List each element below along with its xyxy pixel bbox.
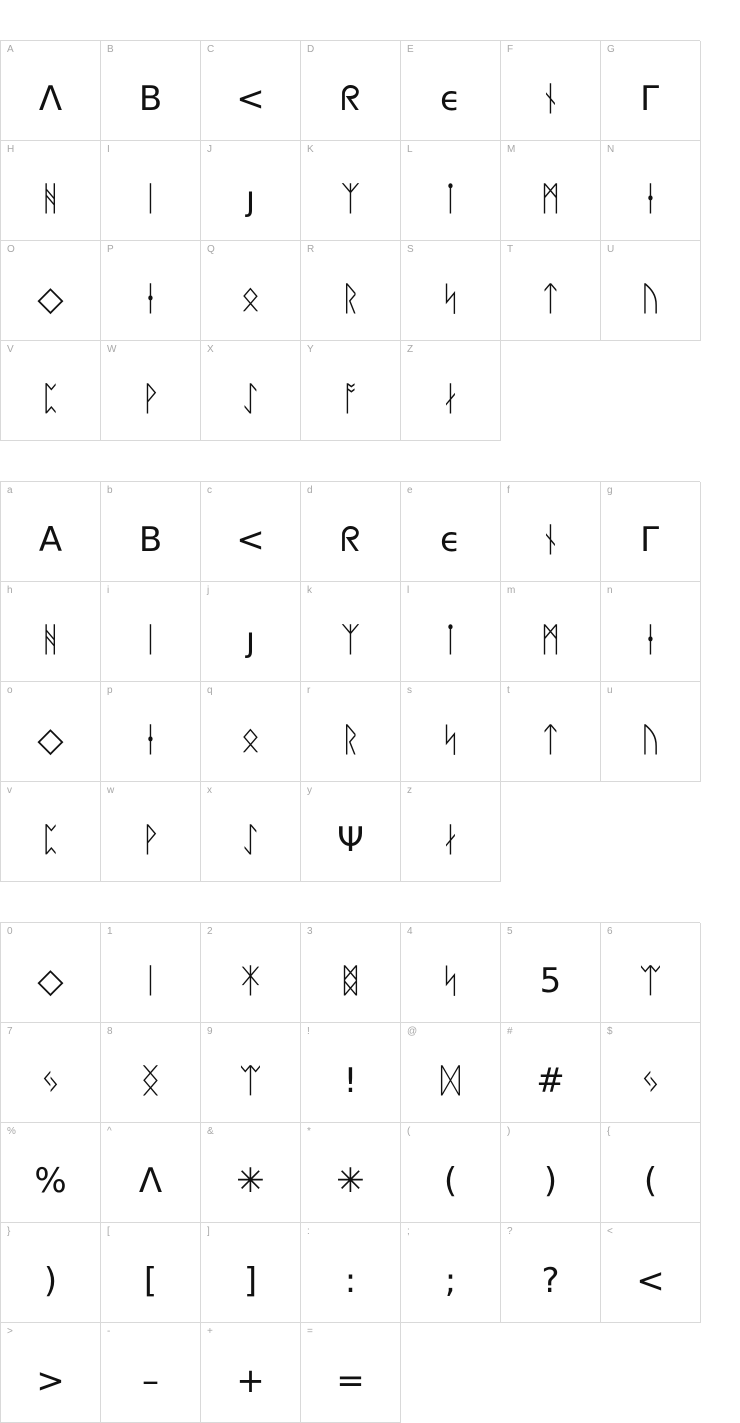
glyph-cell-label: p [107,685,113,696]
glyph-cell-label: U [607,244,615,255]
glyph-cell-label: W [107,344,117,355]
glyph-cell-label: 9 [207,1026,213,1037]
glyph-cell [101,341,201,441]
glyph-cell-character: ? [541,1261,560,1301]
glyph-cell [1,41,101,141]
glyph-cell-label: w [107,785,115,796]
glyph-cell-character: ᛂ [140,720,161,760]
glyph-cell-label: ^ [107,1126,112,1137]
glyph-cell-character: ◇ [37,961,64,1001]
glyph-cell [601,141,701,241]
glyph-cell-character: ᚻ [40,179,61,219]
glyph-cell [301,582,401,682]
glyph-cell-label: 0 [7,926,13,937]
glyph-cell [301,241,401,341]
glyph-cell-label: I [107,144,110,155]
glyph-cell-label: 7 [7,1026,13,1037]
glyph-cell-character: Г [640,520,661,560]
glyph-cell [101,582,201,682]
glyph-cell-character: ( [443,1161,458,1201]
glyph-cell [101,141,201,241]
glyph-cell [401,1123,501,1223]
glyph-cell-empty [601,341,701,441]
glyph-cell-label: 3 [307,926,313,937]
glyph-cell-label: * [307,1126,311,1137]
top-margin [0,0,740,40]
glyph-cell-label: a [7,485,13,496]
glyph-cell-label: A [7,44,14,55]
glyph-cell-character: ϵ [440,520,461,560]
glyph-cell-label: < [607,1226,613,1237]
glyph-cell-label: 4 [407,926,413,937]
glyph-cell [1,482,101,582]
glyph-cell [401,682,501,782]
glyph-cell [301,1023,401,1123]
glyph-cell [501,1023,601,1123]
glyph-cell-label: D [307,44,315,55]
glyph-cell-character: ᛡ [240,961,261,1001]
glyph-cell-label: } [7,1226,11,1237]
glyph-cell [601,1123,701,1223]
glyph-cell [501,141,601,241]
glyph-cell-character: ᛙ [440,179,461,219]
glyph-cell-label: k [307,585,312,596]
glyph-cell-label: L [407,144,413,155]
glyph-cell [601,1023,701,1123]
glyph-cell [601,1223,701,1323]
glyph-cell [401,482,501,582]
glyph-cell [1,1123,101,1223]
glyph-cell-character: [ [143,1261,158,1301]
glyph-cell [1,582,101,682]
glyph-cell-character: ✳ [336,1161,365,1201]
glyph-cell-label: X [207,344,214,355]
glyph-cell-character: ) [43,1261,58,1301]
glyph-cell [1,1323,101,1423]
glyph-cell [101,1123,201,1223]
glyph-cell-character: ᛋ [440,961,461,1001]
glyph-cell-character: 5 [539,961,562,1001]
glyph-cell [301,1223,401,1323]
glyph-cell-character: Α [38,520,63,560]
glyph-cell-character: Λ [38,79,63,119]
glyph-cell-label: E [407,44,414,55]
glyph-cell-empty [501,1323,601,1423]
glyph-cell [501,1123,601,1223]
glyph-cell [401,341,501,441]
glyph-cell-character: ᛏ [540,720,561,760]
glyph-cell-label: v [7,785,12,796]
glyph-cell [201,1223,301,1323]
glyph-cell-label: ) [507,1126,511,1137]
glyph-cell-character: ) [543,1161,558,1201]
glyph-cell-label: R [307,244,315,255]
glyph-cell-character: ᛗ [540,179,561,219]
glyph-cell-label: - [107,1326,111,1337]
glyph-cell-character: Г [640,79,661,119]
glyph-cell-label: t [507,685,510,696]
glyph-cell-label: B [107,44,114,55]
glyph-cell-character: Β [138,520,163,560]
glyph-cell-label: [ [107,1226,110,1237]
glyph-cell-character: ✳ [236,1161,265,1201]
glyph-cell-character: ȷ [245,620,256,660]
glyph-cell-label: F [507,44,514,55]
glyph-cell-label: M [507,144,516,155]
glyph-cell-label: { [607,1126,611,1137]
glyph-cell [301,1123,401,1223]
glyph-cell-character: ᛃ [40,1061,61,1101]
glyph-cell-character: Λ [138,1161,163,1201]
glyph-cell-label: ; [407,1226,410,1237]
glyph-cell-label: q [207,685,213,696]
glyph-cell-character: ᛟ [240,720,261,760]
glyph-cell-label: s [407,685,412,696]
glyph-cell-character: ᚱ [340,279,361,319]
glyph-cell-label: V [7,344,14,355]
glyph-cell-label: ? [507,1226,513,1237]
glyph-cell [301,341,401,441]
glyph-cell-label: x [207,785,212,796]
glyph-cell [101,1223,201,1323]
glyph-cell [601,582,701,682]
glyph-cell [101,1323,201,1423]
glyph-cell-label: K [307,144,314,155]
glyph-cell-label: 6 [607,926,613,937]
glyph-cell-character: ᛁ [140,179,161,219]
glyph-cell [401,141,501,241]
glyph-cell-label: > [7,1326,13,1337]
glyph-cell [601,482,701,582]
glyph-cell [301,682,401,782]
glyph-cell-character: ᛂ [140,279,161,319]
glyph-cell-character: ᚩ [340,379,361,419]
glyph-cell-label: & [207,1126,214,1137]
glyph-cell-label: + [207,1326,213,1337]
glyph-cell [1,682,101,782]
glyph-cell-label: y [307,785,312,796]
glyph-cell-label: l [407,585,410,596]
glyph-cell-character: ᛁ [140,620,161,660]
glyph-cell [601,41,701,141]
glyph-cell-character: ᚻ [40,620,61,660]
glyph-cell-label: o [7,685,13,696]
glyph-cell [201,782,301,882]
glyph-cell-label: : [307,1226,310,1237]
glyph-cell-character: ᛠ [640,961,661,1001]
glyph-cell-label: T [507,244,514,255]
glyph-cell-character: < [236,520,265,560]
glyph-cell-character: < [636,1261,665,1301]
glyph-cell-label: ! [307,1026,310,1037]
glyph-cell-empty [401,1323,501,1423]
glyph-cell-character: < [236,79,265,119]
glyph-cell-label: S [407,244,414,255]
glyph-cell [1,1223,101,1323]
glyph-cell [301,482,401,582]
glyph-cell [101,241,201,341]
glyph-cell-character: ᛙ [440,620,461,660]
glyph-cell-character: ᚽ [640,179,661,219]
glyph-cell-label: z [407,785,412,796]
glyph-cell-character: ( [643,1161,658,1201]
glyph-cell-character: ᛠ [240,1061,261,1101]
glyph-cell [401,923,501,1023]
glyph-cell-character: ᛏ [540,279,561,319]
glyph-cell-character: ᛋ [440,720,461,760]
glyph-cell-label: ] [207,1226,210,1237]
glyph-cell [401,782,501,882]
glyph-cell-character: ◇ [37,279,64,319]
glyph-cell-character: ◇ [37,720,64,760]
glyph-cell [201,141,301,241]
glyph-cell [301,1323,401,1423]
glyph-cell-empty [601,782,701,882]
glyph-cell [1,923,101,1023]
glyph-cell [501,582,601,682]
glyph-cell [101,923,201,1023]
glyph-cell-label: u [607,685,613,696]
glyph-cell-character: % [34,1161,67,1201]
glyph-cell-label: m [507,585,516,596]
glyph-cell-label: N [607,144,615,155]
glyph-cell-label: Y [307,344,314,355]
glyph-cell-character: : [344,1261,357,1301]
glyph-cell [101,782,201,882]
glyph-cell-label: O [7,244,15,255]
glyph-cell [201,241,301,341]
glyph-cell-character: ᛥ [340,961,361,1001]
glyph-cell-label: $ [607,1026,613,1037]
glyph-cell-character: ᛇ [240,820,261,860]
glyph-cell-character: ᚽ [640,620,661,660]
glyph-cell-character: ᚾ [540,79,561,119]
glyph-cell-label: i [107,585,110,596]
glyph-cell-empty [501,341,601,441]
glyph-cell [501,923,601,1023]
glyph-cell-character: ᖇ [340,520,361,560]
glyph-cell-label: P [107,244,114,255]
glyph-cell-character: = [336,1361,365,1401]
glyph-cell [201,341,301,441]
glyph-cell-character: ᛇ [240,379,261,419]
glyph-cell-character: ; [444,1261,457,1301]
glyph-cell-character: ᚢ [640,279,661,319]
glyph-cell [201,1123,301,1223]
glyph-cell [501,482,601,582]
glyph-cell-character: ᛉ [340,179,361,219]
glyph-cell [601,682,701,782]
glyph-cell [501,1223,601,1323]
glyph-cell-label: 1 [107,926,113,937]
glyph-cell-character: # [536,1061,565,1101]
glyph-cell-label: Z [407,344,414,355]
glyph-cell-label: h [7,585,13,596]
glyph-cell-label: = [307,1326,313,1337]
glyph-cell [201,923,301,1023]
glyph-cell-label: d [307,485,313,496]
glyph-block-uppercase [0,40,700,441]
glyph-cell-label: G [607,44,615,55]
glyph-cell-label: 5 [507,926,513,937]
glyph-cell-label: n [607,585,613,596]
glyph-cell [201,1023,301,1123]
glyph-cell [601,923,701,1023]
glyph-cell-character: ᛃ [640,1061,661,1101]
glyph-cell-label: Q [207,244,215,255]
glyph-cell-character: ᚱ [340,720,361,760]
glyph-cell-label: g [607,485,613,496]
glyph-cell [1,141,101,241]
glyph-cell [301,923,401,1023]
glyph-cell-character: ᚾ [540,520,561,560]
glyph-cell [501,41,601,141]
glyph-cell [101,682,201,782]
glyph-cell-character: Ψ [337,820,364,860]
block-gap-1 [0,441,740,481]
glyph-cell-character: ᛗ [540,620,561,660]
glyph-cell-character: ᛁ [140,961,161,1001]
glyph-cell-character: ᚹ [140,379,161,419]
glyph-cell [201,41,301,141]
glyph-cell-character: – [142,1361,159,1401]
glyph-cell-character: ᛅ [440,820,461,860]
glyph-cell-label: f [507,485,510,496]
glyph-cell-label: C [207,44,215,55]
glyph-cell-label: c [207,485,212,496]
glyph-cell-label: e [407,485,413,496]
glyph-cell-character: > [36,1361,65,1401]
glyph-block-digits-and-symbols [0,922,700,1423]
glyph-cell-character: ᛈ [40,379,61,419]
glyph-cell [201,482,301,582]
glyph-cell-label: j [207,585,210,596]
glyph-cell-character: ᛈ [40,820,61,860]
glyph-cell-character: ϵ [440,79,461,119]
glyph-cell-character: Β [138,79,163,119]
glyph-cell [401,1023,501,1123]
glyph-cell [1,341,101,441]
glyph-cell-label: % [7,1126,16,1137]
glyph-cell-character: ᚢ [640,720,661,760]
glyph-cell [401,1223,501,1323]
glyph-cell [1,241,101,341]
glyph-cell-label: b [107,485,113,496]
glyph-cell [101,41,201,141]
glyph-cell-character: ᛝ [140,1061,161,1101]
glyph-cell [1,1023,101,1123]
glyph-cell-character: ] [243,1261,258,1301]
glyph-cell-label: ( [407,1126,411,1137]
glyph-cell-character: ᛋ [440,279,461,319]
glyph-cell-character: ȷ [245,179,256,219]
glyph-cell [401,582,501,682]
glyph-cell-character: ! [343,1061,358,1101]
glyph-cell [301,41,401,141]
glyph-cell-label: @ [407,1026,418,1037]
glyph-cell-character: ᛞ [440,1061,461,1101]
glyph-cell [301,141,401,241]
block-gap-2 [0,882,740,922]
glyph-cell-character: + [236,1361,265,1401]
glyph-cell [401,41,501,141]
glyph-cell-character: ᛟ [240,279,261,319]
glyph-cell [301,782,401,882]
glyph-cell-label: r [307,685,311,696]
glyph-cell [201,582,301,682]
glyph-cell [101,1023,201,1123]
glyph-cell [201,682,301,782]
glyph-cell-label: 2 [207,926,213,937]
glyph-cell [501,682,601,782]
glyph-cell [601,241,701,341]
glyph-block-lowercase [0,481,700,882]
glyph-cell [101,482,201,582]
glyph-cell [201,1323,301,1423]
glyph-cell-empty [601,1323,701,1423]
glyph-cell-label: 8 [107,1026,113,1037]
glyph-cell-label: # [507,1026,513,1037]
glyph-cell [1,782,101,882]
glyph-cell-label: J [207,144,212,155]
glyph-cell [501,241,601,341]
glyph-cell-empty [501,782,601,882]
glyph-cell-character: ᛉ [340,620,361,660]
glyph-cell-character: ᛅ [440,379,461,419]
glyph-cell-character: ᚹ [140,820,161,860]
glyph-cell-character: ᖇ [340,79,361,119]
glyph-cell-label: H [7,144,15,155]
glyph-cell [401,241,501,341]
